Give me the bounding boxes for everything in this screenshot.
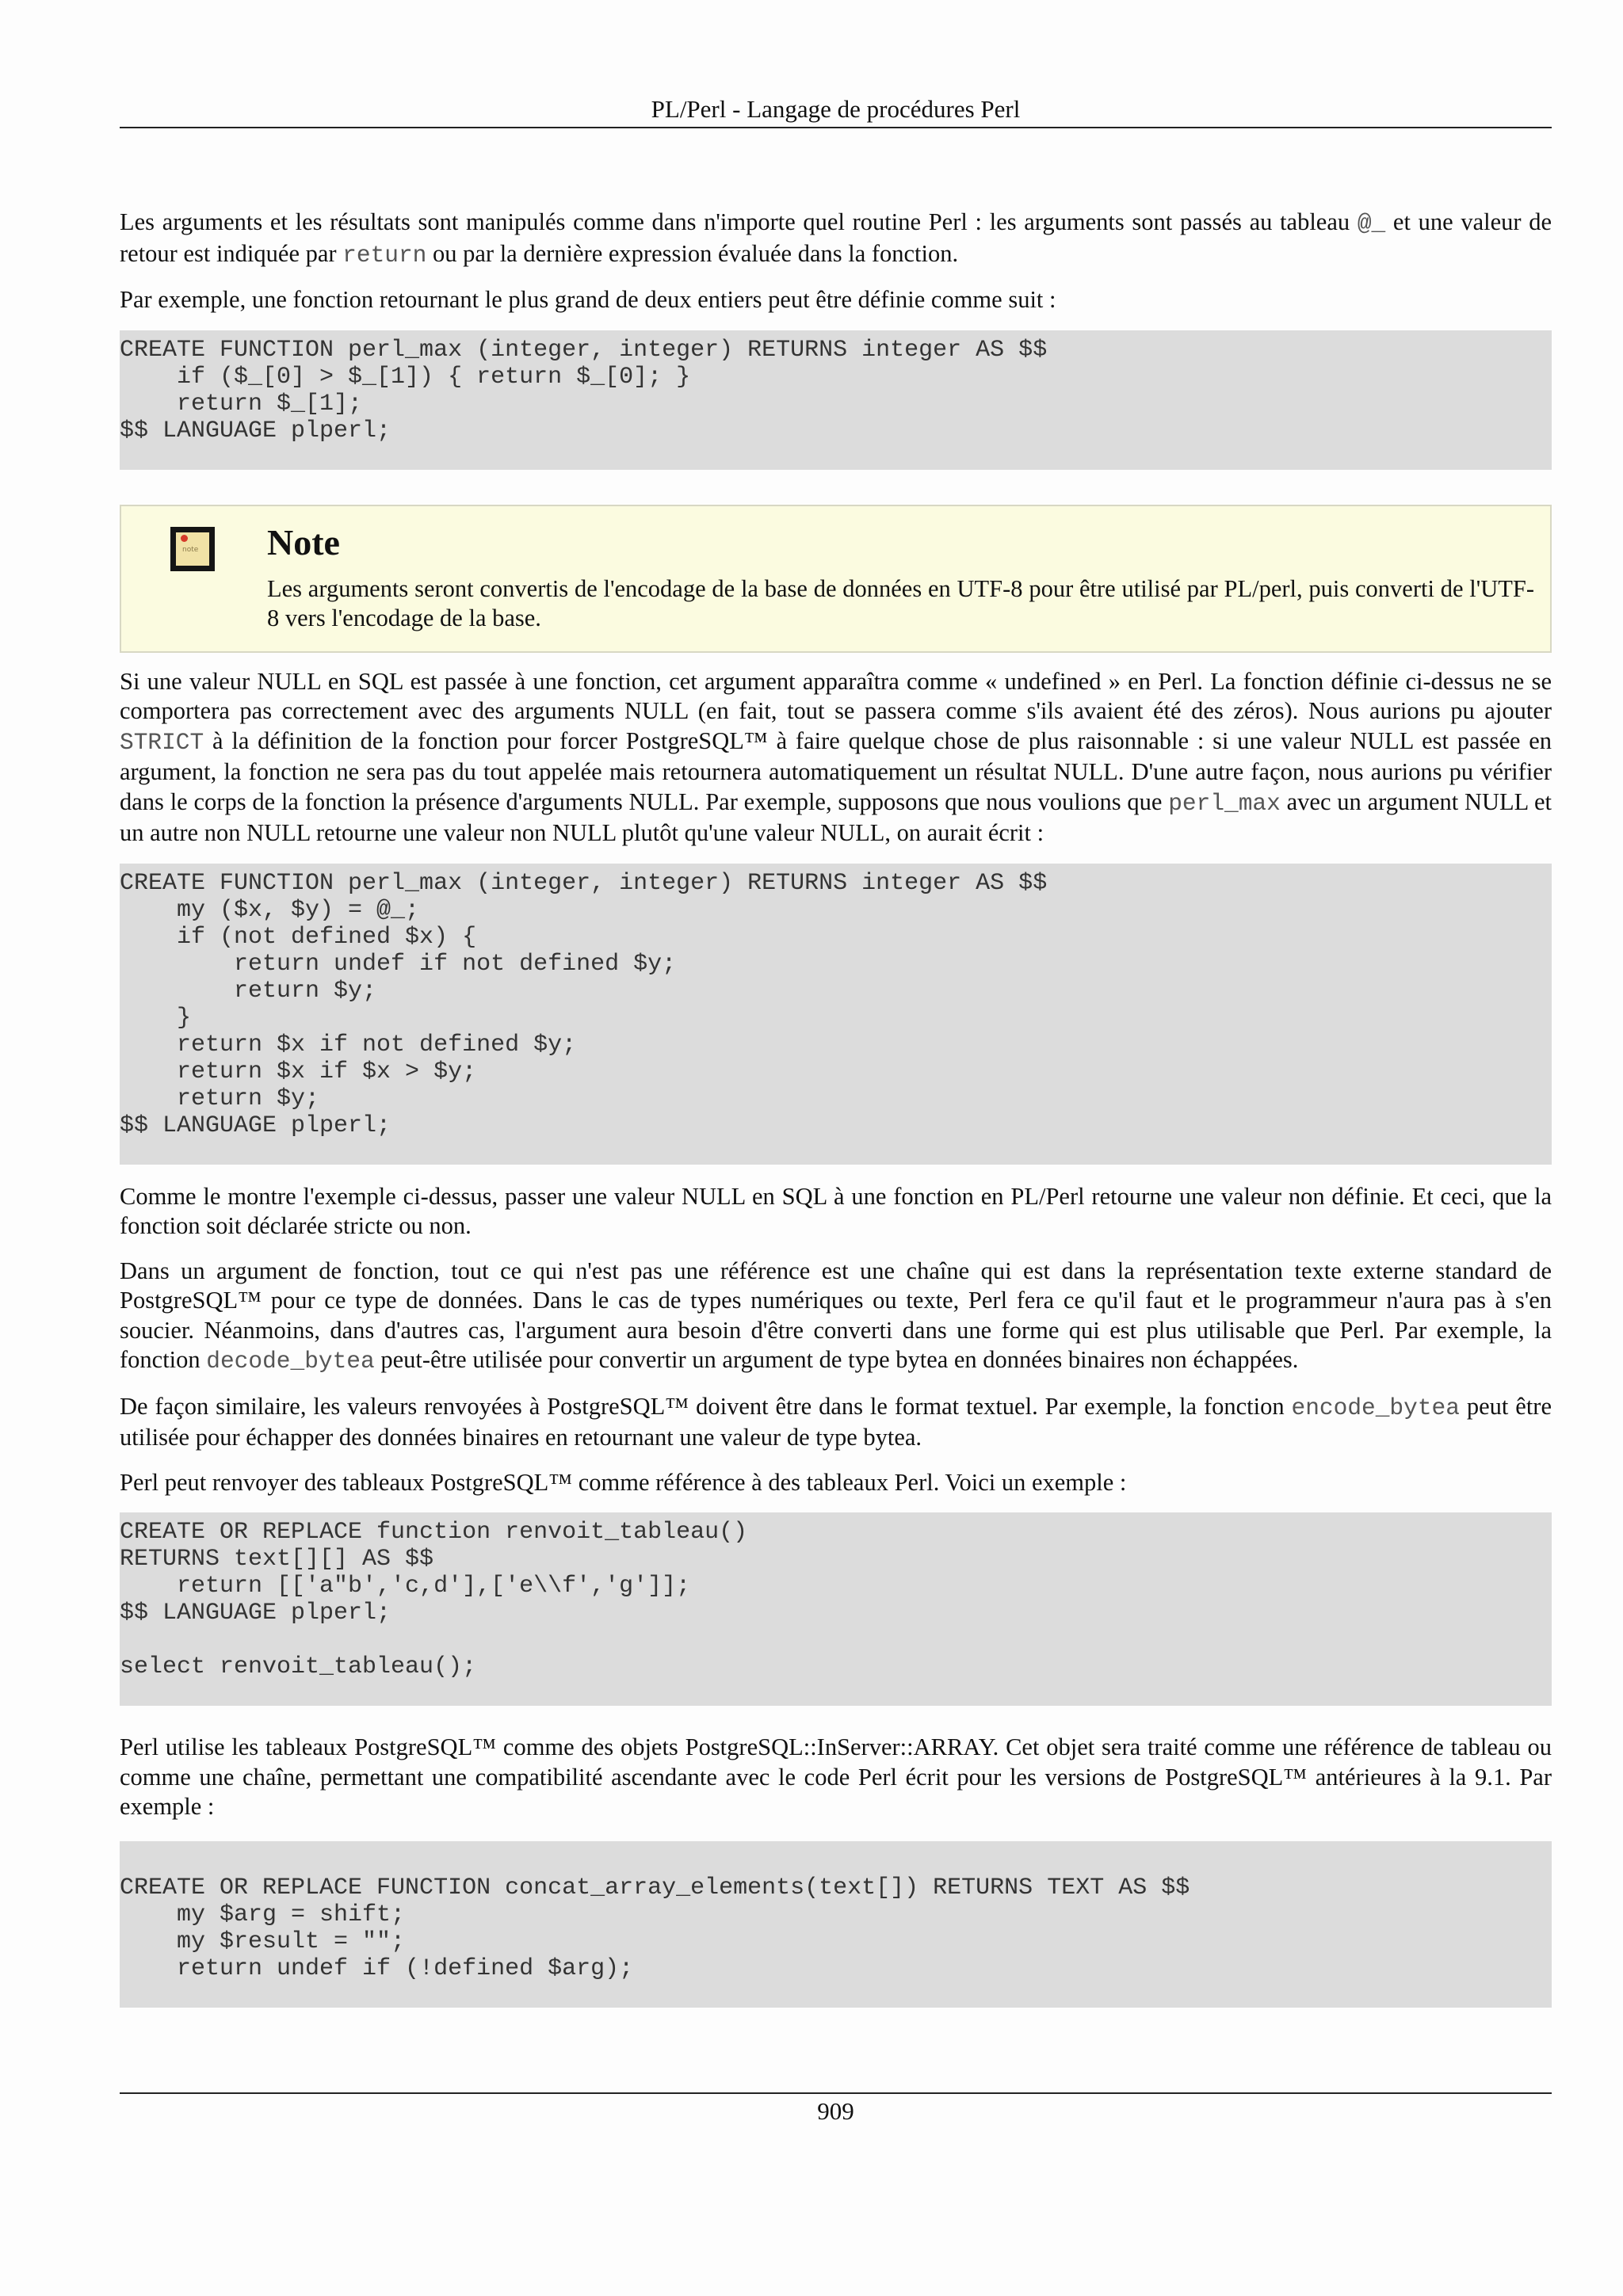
code-block-perl-max-null: CREATE FUNCTION perl_max (integer, integer) RETURNS integer AS $$ my ($x, $y) = @_; if (not defined $x) { return undef if not defined $y; return $y; } return $x if not defined $y; return $x if $x > $y; return $y; $$ LANGUAGE plperl; (120, 864, 1552, 1165)
code-block-concat-array: CREATE OR REPLACE FUNCTION concat_array_elements(text[]) RETURNS TEXT AS $$ my $arg = shift; my $result = ""; return undef if (!defined $arg); (120, 1841, 1552, 2008)
code-block-renvoit-tableau: CREATE OR REPLACE function renvoit_tableau() RETURNS text[][] AS $$ return [['a"b','c,d'],['e\\f','g']]; $$ LANGUAGE plperl; select renvoit_tableau(); (120, 1512, 1552, 1706)
paragraph-arrays-intro: Perl peut renvoyer des tableaux PostgreSQL™ comme référence à des tableaux Perl. Voici un exemple : (120, 1468, 1127, 1496)
inline-code: return (342, 241, 427, 269)
inline-code: perl_max (1168, 789, 1281, 817)
text: peut être utilisée pour échapper des données binaires en retournant une valeur de type bytea. (120, 1392, 1552, 1451)
paragraph-argument-representation (120, 1257, 1552, 1377)
paragraph-null-result: Comme le montre l'exemple ci-dessus, passer une valeur NULL en SQL à une fonction en PL/Perl retourne une valeur non définie. Et ceci, que la fonction soit déclarée stricte ou non. (120, 1182, 1552, 1239)
paragraph-arguments (120, 208, 1552, 270)
page-number: 909 (120, 2092, 1552, 2126)
note-text: Les arguments seront convertis de l'encodage de la base de données en UTF-8 pour être utilisé par PL/perl, puis converti de l'UTF-8 vers l'encodage de la base. (267, 574, 1534, 631)
paragraph-null-handling (120, 667, 1552, 849)
text: Les arguments et les résultats sont manipulés comme dans n'importe quel routine Perl : les arguments sont passés au tableau (120, 208, 1358, 235)
page-content (120, 208, 1552, 2025)
text: Dans un argument de fonction, tout ce qui n'est pas une référence est une chaîne qui est dans la représentation texte externe standard de PostgreSQL™ pour ce type de données. Dans le cas de types numériques ou texte, Perl fera ce qu'il faut et le programmeur n'aura pas à s'en soucier. Néanmoins, dans d'autres cas, l'argument aura besoin d'être converti dans une forme qui est plus utilisable que Perl. Par exemple, la fonction (120, 1257, 1552, 1373)
text: à la définition de la fonction pour forcer PostgreSQL™ à faire quelque chose de plus raisonnable : si une valeur NULL est passée en argument, la fonction ne sera pas du tout appelée mais retournera automatiquement un résultat NULL. D'une autre façon, nous aurions pu vérifier dans le corps de la fonction la présence d'arguments NULL. Par exemple, supposons que nous voulions que (120, 727, 1552, 815)
inline-code: decode_bytea (206, 1348, 375, 1375)
inline-code: @_ (1357, 210, 1386, 237)
text: ou par la dernière expression évaluée dans la fonction. (426, 239, 959, 267)
page-header: PL/Perl - Langage de procédures Perl (120, 93, 1552, 128)
paragraph-array-objects: Perl utilise les tableaux PostgreSQL™ comme des objets PostgreSQL::InServer::ARRAY. Cet objet sera traité comme une référence de tableau ou comme une chaîne, permettant une compatibilité ascendante avec le code Perl écrit pour les versions de PostgreSQL™ antérieures à la 9.1. Par exemple : (120, 1733, 1552, 1820)
note-icon-label: note (182, 545, 199, 554)
note-paper (176, 532, 209, 566)
note-box (120, 505, 1552, 653)
text: avec un argument NULL et un autre non NULL retourne une valeur non NULL plutôt qu'une valeur NULL, on aurait écrit : (120, 788, 1552, 846)
pin-icon (181, 535, 188, 542)
text: De façon similaire, les valeurs renvoyées à PostgreSQL™ doivent être dans le format textuel. Par exemple, la fonction (120, 1392, 1292, 1420)
note-icon (170, 527, 215, 571)
paragraph-return-format (120, 1392, 1552, 1453)
text: et une valeur de retour est indiquée par (120, 208, 1552, 267)
code-block-perl-max: CREATE FUNCTION perl_max (integer, integer) RETURNS integer AS $$ if ($_[0] > $_[1]) { return $_[0]; } return $_[1]; $$ LANGUAGE plperl; (120, 330, 1552, 470)
paragraph-example-intro: Par exemple, une fonction retournant le plus grand de deux entiers peut être définie comme suit : (120, 286, 1056, 313)
inline-code: STRICT (120, 728, 204, 756)
inline-code: encode_bytea (1291, 1394, 1460, 1421)
text: Si une valeur NULL en SQL est passée à une fonction, cet argument apparaîtra comme « undefined » en Perl. La fonction définie ci-dessus ne se comportera pas correctement avec des arguments NULL (en fait, tout se passera comme s'ils avaient été des zéros). Nous aurions pu ajouter (120, 667, 1552, 724)
note-title: Note (267, 521, 340, 563)
text: peut-être utilisée pour convertir un argument de type bytea en données binaires non échappées. (374, 1346, 1299, 1373)
